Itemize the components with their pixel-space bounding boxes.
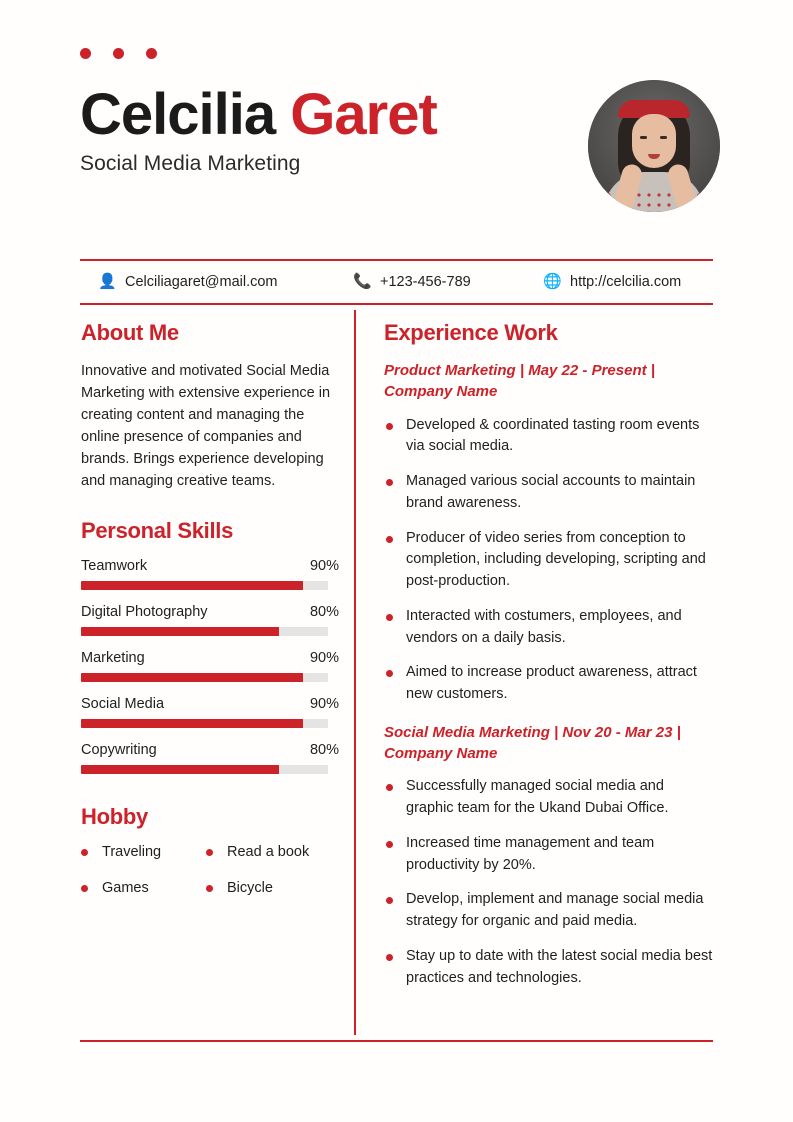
footer-rule: [80, 1040, 713, 1042]
skill-bar: [81, 627, 328, 636]
skill-value: 80%: [309, 742, 339, 759]
skill-value: 90%: [309, 558, 339, 575]
contact-phone[interactable]: [335, 274, 525, 290]
skill-item: [81, 696, 339, 728]
experience-heading: Experience Work: [384, 320, 558, 345]
dot-3: [146, 48, 157, 59]
bullet-dot-icon: [81, 885, 88, 892]
job-title: Social Media Marketing | Nov 20 - Mar 23 | Company Name: [384, 723, 681, 763]
skill-label: Teamwork: [81, 558, 148, 575]
contact-website-text: http://celcilia.com: [570, 273, 682, 290]
list-item: Aimed to increase product awareness, attract new customers.: [384, 662, 714, 706]
hobby-section: [81, 804, 339, 896]
dot-2: [113, 48, 124, 59]
skill-bar: [81, 719, 328, 728]
hobby-heading: Hobby: [81, 804, 148, 830]
list-item: [81, 844, 206, 860]
experience-job: [384, 360, 714, 706]
list-item: Producer of video series from conception to completion, including developing, scripting and post-production.: [384, 528, 714, 593]
dot-1: [80, 48, 91, 59]
about-text: Innovative and motivated Social Media Marketing with extensive experience in creating content and managing the online presence of companies and brands. Brings experience developing and managing creative teams.: [81, 363, 331, 490]
list-item: [206, 880, 331, 896]
bullet-dot-icon: [206, 885, 213, 892]
skill-label: Social Media: [81, 696, 165, 713]
skill-value: 80%: [309, 604, 339, 621]
job-title: Product Marketing | May 22 - Present | Company Name: [384, 362, 655, 401]
contact-email[interactable]: [80, 274, 335, 290]
skill-item: [81, 604, 339, 636]
skill-bar: [81, 765, 328, 774]
skill-item: [81, 650, 339, 682]
job-role: Social Media Marketing: [80, 151, 301, 175]
skill-label: Digital Photography: [81, 604, 208, 621]
column-divider: [354, 310, 356, 1035]
resume-header: [80, 82, 720, 220]
experience-job: [384, 722, 714, 990]
decorative-dots: [80, 48, 157, 59]
avatar-eye-left: [640, 136, 647, 139]
skills-section: [81, 518, 339, 774]
hobby-label: Traveling: [102, 844, 162, 861]
skill-label: Marketing: [81, 650, 145, 667]
avatar: [588, 80, 720, 212]
contact-bar: [80, 260, 713, 303]
last-name: Garet: [290, 82, 437, 147]
hobby-label: Bicycle: [227, 880, 273, 897]
list-item: Interacted with costumers, employees, and vendors on a daily basis.: [384, 606, 714, 650]
list-item: Developed & coordinated tasting room events via social media.: [384, 415, 714, 459]
person-icon: 👤: [98, 273, 117, 290]
skill-label: Copywriting: [81, 742, 157, 759]
skill-item: [81, 558, 339, 590]
avatar-eye-right: [660, 136, 667, 139]
job-bullets: [384, 776, 714, 989]
phone-icon: 📞: [353, 273, 372, 290]
skills-heading: Personal Skills: [81, 518, 234, 544]
right-column: [384, 320, 714, 1002]
left-column: [81, 320, 339, 896]
skill-item: [81, 742, 339, 774]
about-section: [81, 320, 339, 492]
list-item: [206, 844, 331, 860]
skill-value: 90%: [309, 696, 339, 713]
hobby-label: Read a book: [227, 844, 310, 861]
list-item: Develop, implement and manage social media strategy for organic and paid media.: [384, 889, 714, 933]
list-item: Successfully managed social media and graphic team for the Ukand Dubai Office.: [384, 776, 714, 820]
contact-phone-text: +123-456-789: [380, 273, 471, 290]
bullet-dot-icon: [206, 849, 213, 856]
hobby-label: Games: [102, 880, 149, 897]
contact-website[interactable]: [525, 274, 713, 290]
globe-icon: 🌐: [543, 273, 562, 290]
skill-bar: [81, 673, 328, 682]
skill-value: 90%: [309, 650, 339, 667]
skill-bar: [81, 581, 328, 590]
contact-rule-bottom: [80, 303, 713, 305]
list-item: Stay up to date with the latest social media best practices and technologies.: [384, 946, 714, 990]
list-item: Increased time management and team productivity by 20%.: [384, 833, 714, 877]
list-item: Managed various social accounts to maintain brand awareness.: [384, 471, 714, 515]
contact-email-text: Celciliagaret@mail.com: [125, 273, 278, 290]
bullet-dot-icon: [81, 849, 88, 856]
about-heading: About Me: [81, 320, 179, 345]
job-bullets: [384, 415, 714, 706]
list-item: [81, 880, 206, 896]
first-name: Celcilia: [80, 82, 276, 147]
avatar-face: [632, 114, 676, 168]
